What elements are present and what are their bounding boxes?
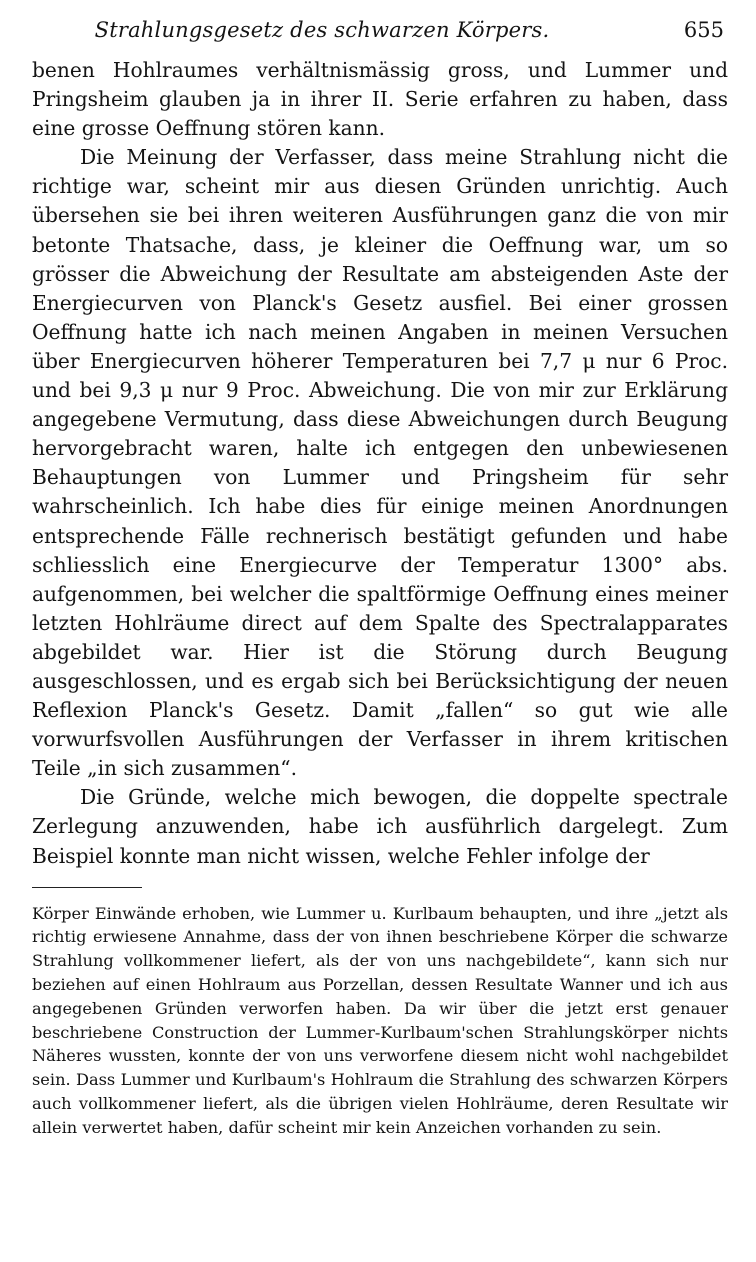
page-header xyxy=(32,16,728,56)
paragraph-continuation: benen Hohlraumes verhältnismässig gross, und Lummer und Pringsheim glauben ja in ihrer II. Serie erfahren zu haben, dass eine grosse Oeffnung stören kann. xyxy=(32,58,728,141)
running-title: Strahlungsgesetz des schwarzen Körpers. xyxy=(94,18,550,42)
paragraph-3: Die Gründe, welche mich bewogen, die doppelte spectrale Zerlegung anzuwenden, habe ich ausführlich dargelegt. Zum Beispiel konnte man nicht wissen, welche Fehler infolge der xyxy=(32,785,728,868)
page-number: 655 xyxy=(683,18,724,42)
page xyxy=(32,16,728,1140)
main-text xyxy=(32,56,728,871)
paragraph-2: Die Meinung der Verfasser, dass meine Strahlung nicht die richtige war, scheint mir aus diesen Gründen unrichtig. Auch übersehen sie bei ihren weiteren Ausführungen ganz die von mir betonte Thatsache, dass, je kleiner die Oeffnung war, um so grösser die Abweichung der Resultate am absteigenden Aste der Energiecurven von Planck's Gesetz ausfiel. Bei einer grossen Oeffnung hatte ich nach meinen Angaben in meinen Versuchen über Energiecurven höherer Temperaturen bei 7,7 μ nur 6 Proc. und bei 9,3 μ nur 9 Proc. Abweichung. Die von mir zur Erklärung angegebene Vermutung, dass diese Abweichungen durch Beugung hervorgebracht waren, halte ich entgegen den unbewiesenen Behauptungen von Lummer und Pringsheim für sehr wahrscheinlich. Ich habe dies für einige meinen Anordnungen entsprechende Fälle rechnerisch bestätigt gefunden und habe schliesslich eine Energiecurve der Temperatur 1300° abs. aufgenommen, bei welcher die spaltförmige Oeffnung eines meiner letzten Hohlräume direct auf dem Spalte des Spectralapparates abgebildet war. Hier ist die Störung durch Beugung ausgeschlossen, und es ergab sich bei Berücksichtigung der neuen Reflexion Planck's Gesetz. Damit „fallen“ so gut wie alle vorwurfsvollen Ausführungen der Verfasser in ihrem kritischen Teile „in sich zusammen“. xyxy=(32,145,728,781)
footnote-divider xyxy=(32,887,142,888)
footnote-text: Körper Einwände erhoben, wie Lummer u. Kurlbaum behaupten, und ihre „jetzt als richtig erwiesene Annahme, dass der von ihnen beschriebene Körper die schwarze Strahlung vollkommener liefert, als der von uns nachgebildete“, kann sich nur beziehen auf einen Hohlraum aus Porzellan, dessen Resultate Wanner und ich aus angegebenen Gründen verworfen haben. Da wir über die jetzt erst genauer beschriebene Construction der Lummer-Kurlbaum'schen Strahlungskörper nichts Näheres wussten, konnte der von uns verworfene diesem nicht wohl nachgebildet sein. Dass Lummer und Kurlbaum's Hohlraum die Strahlung des schwarzen Körpers auch vollkommener liefert, als die übrigen vielen Hohlräume, deren Resultate wir allein verwertet haben, dafür scheint mir kein Anzeichen vorhanden zu sein. xyxy=(32,903,728,1137)
footnote-section xyxy=(32,902,728,1140)
